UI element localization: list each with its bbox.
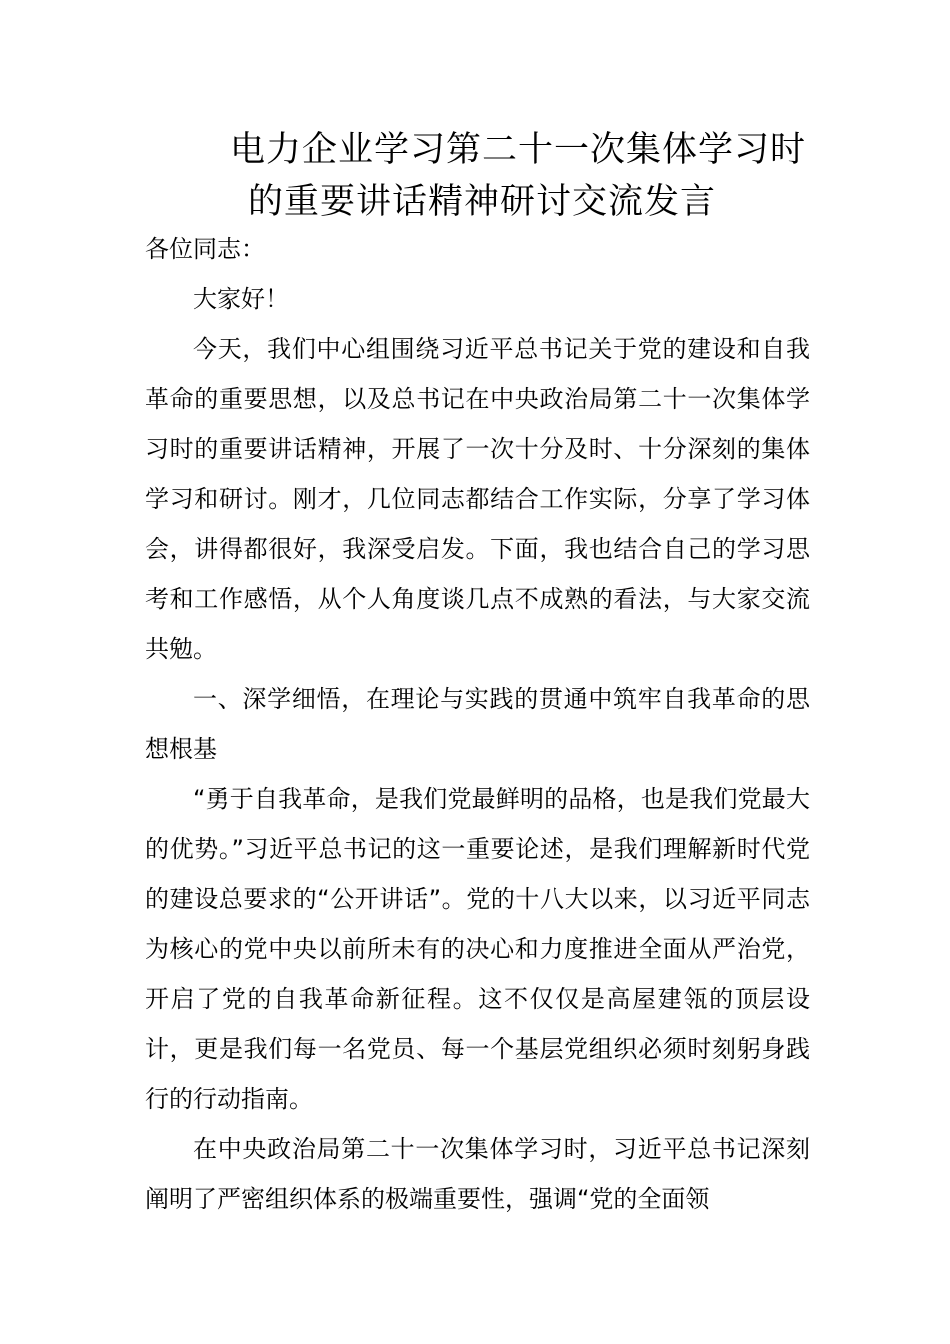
greeting: 大家好！ (193, 285, 289, 313)
paragraph-organization: 在中央政治局第二十一次集体学习时，习近平总书记深刻阐明了严密组织体系的极端重要性，强调“党的全面领 (145, 1135, 810, 1213)
section-heading-1: 一、深学细悟，在理论与实践的贯通中筑牢自我革命的思想根基 (145, 685, 810, 763)
document-body (145, 224, 810, 1224)
salutation: 各位同志： (145, 235, 265, 263)
paragraph-quote: “勇于自我革命，是我们党最鲜明的品格，也是我们党最大的优势。”习近平总书记的这一重要论述，是我们理解新时代党的建设总要求的“公开讲话”。党的十八大以来，以习近平同志为核心的党中央以前所未有的决心和力度推进全面从严治党，开启了党的自我革命新征程。这不仅仅是高屋建瓴的顶层设计，更是我们每一名党员、每一个基层党组织必须时刻躬身践行的行动指南。 (145, 785, 810, 1113)
document-title-line-1: 电力企业学习第二十一次集体学习时 (230, 130, 807, 170)
document-title-line-2: 的重要讲话精神研讨交流发言 (248, 182, 717, 222)
paragraph-intro: 今天，我们中心组围绕习近平总书记关于党的建设和自我革命的重要思想，以及总书记在中央政治局第二十一次集体学习时的重要讲话精神，开展了一次十分及时、十分深刻的集体学习和研讨。刚才，几位同志都结合工作实际，分享了学习体会，讲得都很好，我深受启发。下面，我也结合自己的学习思考和工作感悟，从个人角度谈几点不成熟的看法，与大家交流共勉。 (145, 335, 810, 663)
